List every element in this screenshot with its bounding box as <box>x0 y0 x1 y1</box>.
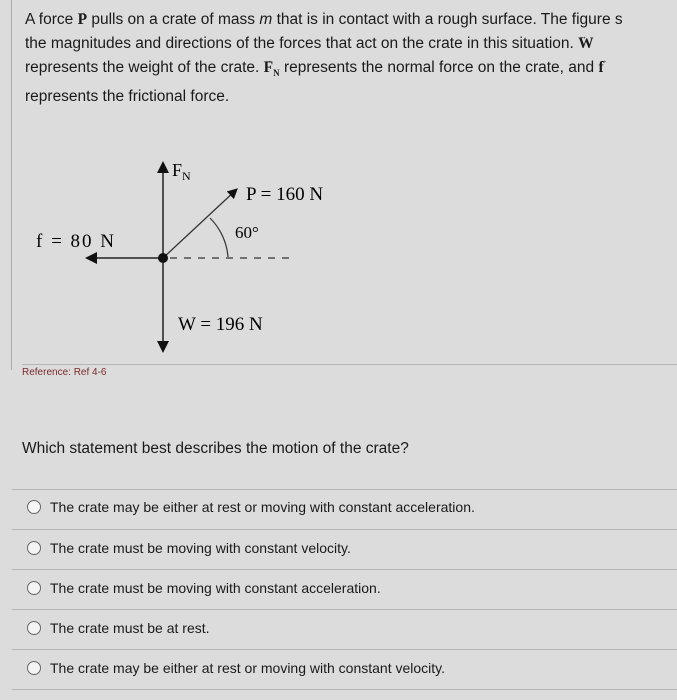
angle-arc <box>210 218 228 257</box>
divider <box>12 649 677 650</box>
radio-button[interactable] <box>27 541 41 555</box>
fn-vector: → F <box>264 59 273 76</box>
q-text: represents the frictional force. <box>25 88 230 106</box>
divider <box>12 569 677 570</box>
q-text: represents the weight of the crate. <box>25 59 264 76</box>
divider <box>12 489 677 490</box>
radio-button[interactable] <box>27 621 41 635</box>
q-text: pulls on a crate of mass <box>87 11 260 28</box>
option-label: The crate may be either at rest or moving with constant acceleration. <box>50 499 475 515</box>
divider <box>22 364 677 365</box>
option-label: The crate must be moving with constant acceleration. <box>50 580 381 596</box>
option-label: The crate must be moving with constant velocity. <box>50 540 351 556</box>
option-2[interactable] <box>27 580 381 596</box>
divider <box>12 529 677 530</box>
radio-button[interactable] <box>27 581 41 595</box>
fn-label: $F_N$ <box>172 160 191 183</box>
crate-point <box>158 253 168 263</box>
p-vector: → P <box>78 11 87 28</box>
q-text: that is in contact with a rough surface. The figure s <box>272 11 623 28</box>
option-3[interactable] <box>27 620 210 636</box>
question-text <box>25 8 677 109</box>
angle-label: 60° <box>235 223 259 242</box>
f-vector: → f <box>598 59 603 76</box>
q-text: represents the normal force on the crate, and <box>279 59 599 76</box>
option-label: The crate may be either at rest or moving with constant velocity. <box>50 660 446 676</box>
fn-subscript: N <box>273 68 280 79</box>
pull-force-arrow <box>163 190 236 258</box>
force-diagram <box>0 140 677 370</box>
prompt-text: Which statement best describes the motion of the crate? <box>22 440 409 457</box>
option-4[interactable] <box>27 660 445 676</box>
f-label: f = 80 N <box>36 231 117 252</box>
w-label: W = 196 N <box>178 314 263 335</box>
w-vector: → W <box>578 35 594 52</box>
q-text: the magnitudes and directions of the forces that act on the crate in this situation. <box>25 35 579 52</box>
divider <box>12 609 677 610</box>
divider <box>12 689 677 690</box>
option-0[interactable] <box>27 499 475 515</box>
option-1[interactable] <box>27 540 351 556</box>
reference-label: Reference: Ref 4-6 <box>22 367 107 378</box>
radio-button[interactable] <box>27 661 41 675</box>
option-label: The crate must be at rest. <box>50 620 210 636</box>
mass-symbol: m <box>259 11 273 28</box>
p-label: P = 160 N <box>246 184 324 205</box>
radio-button[interactable] <box>27 500 41 514</box>
q-text: A force <box>25 11 78 28</box>
